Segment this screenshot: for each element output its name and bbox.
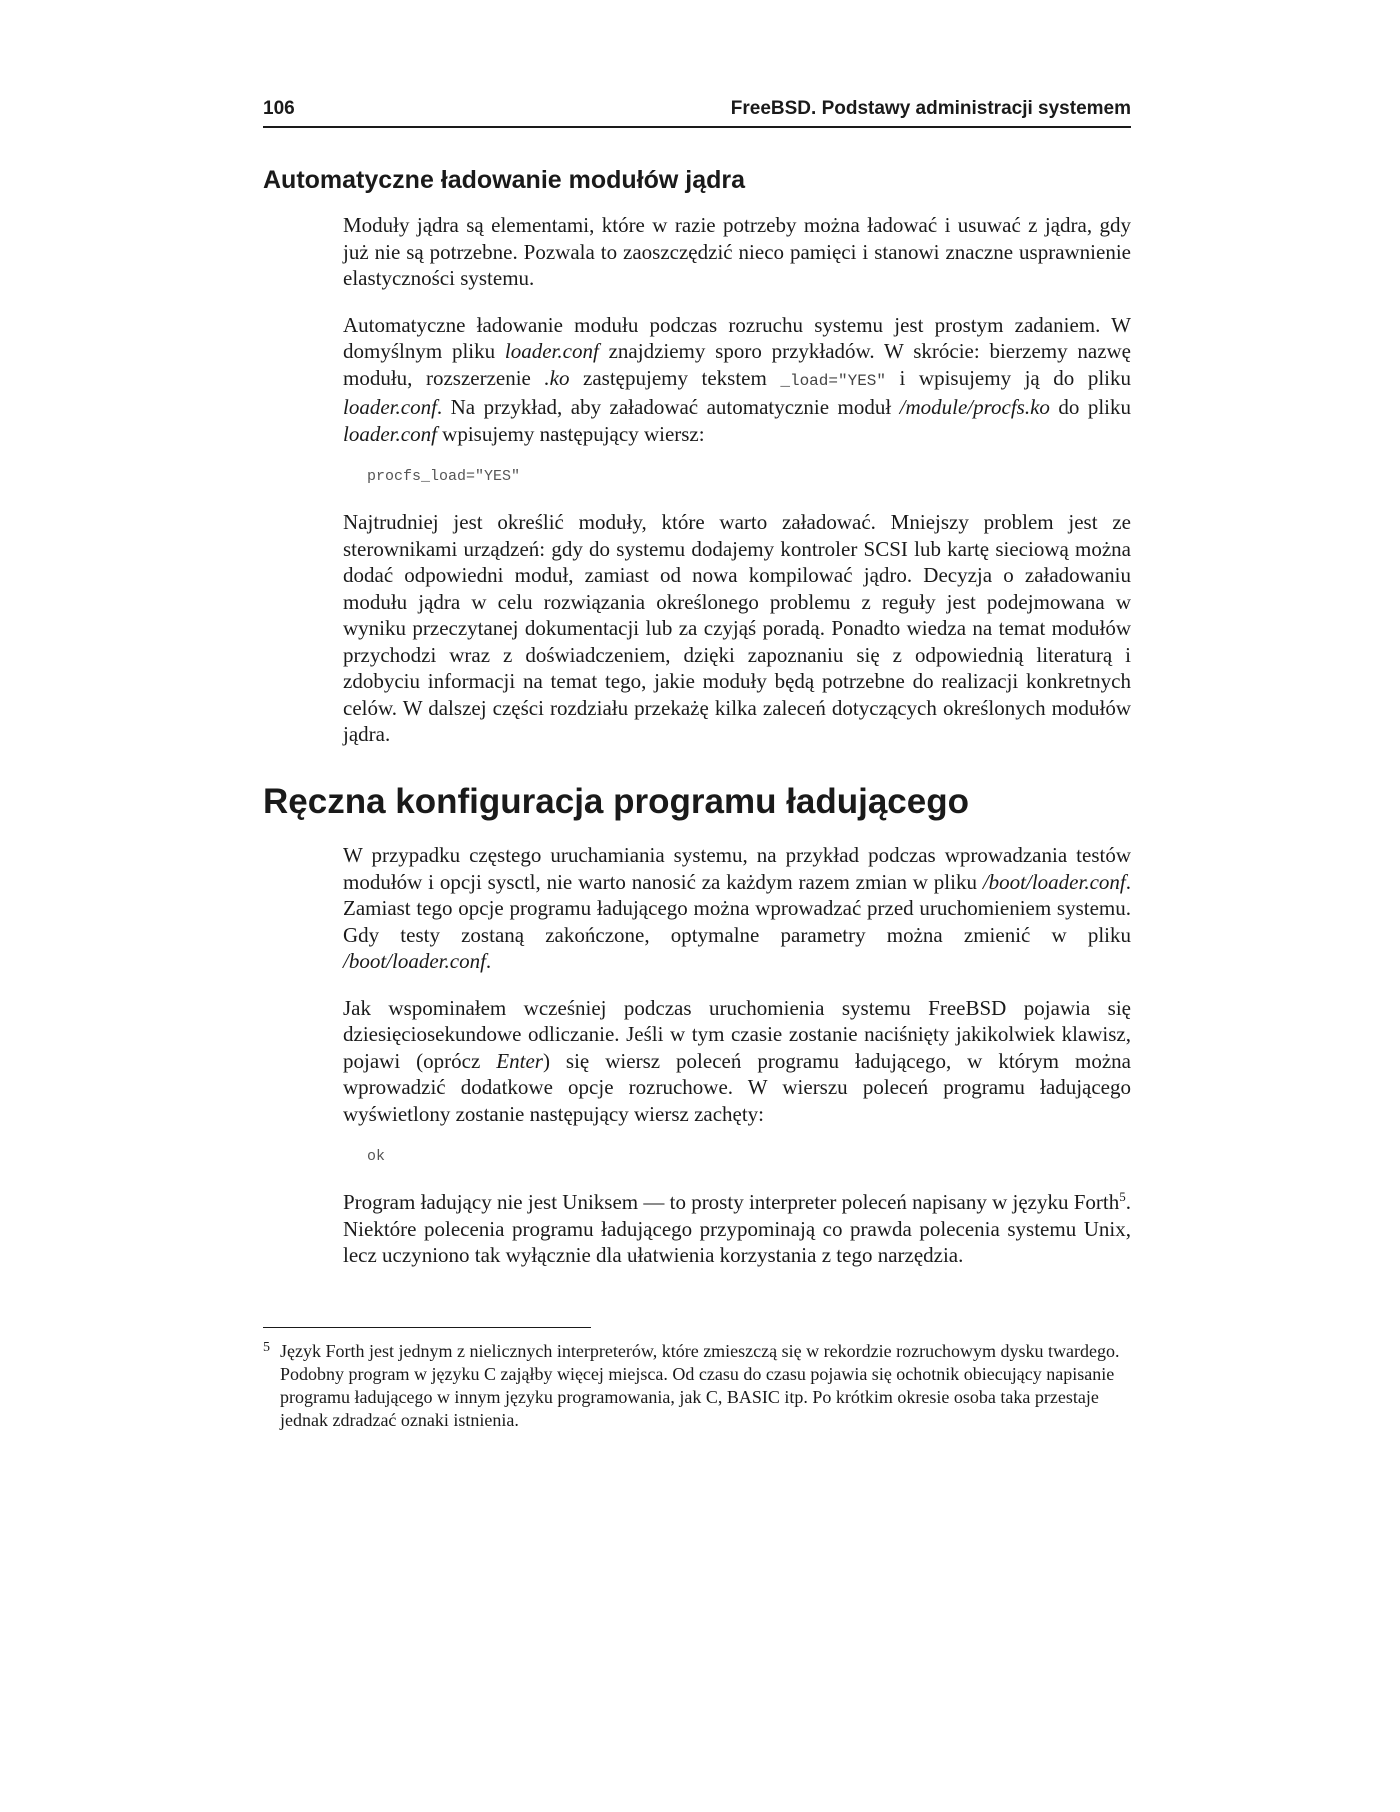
- paragraph: Program ładujący nie jest Uniksem — to prosty interpreter poleceń napisany w języku Forth$^5$. Niektóre polecenia programu ładującego przypominają co prawda polecenia systemu Unix, lecz uczyniono tak wyłącznie dla ułatwienia korzystania z tego narzędzia.: [343, 1189, 1131, 1267]
- inline-code: _load="YES": [780, 371, 886, 390]
- section-heading: Automatyczne ładowanie modułów jądra: [263, 166, 746, 194]
- paragraph: Moduły jądra są elementami, które w razie potrzeby można ładować i usuwać z jądra, gdy już nie są potrzebne. Pozwala to zaoszczędzić nieco pamięci i stanowi znaczne usprawnienie elastyczności systemu.: [343, 213, 1131, 290]
- section2-body: [343, 842, 1131, 1269]
- code-example: procfs_load="YES": [367, 468, 521, 485]
- paragraph: Jak wspominałem wcześniej podczas uruchomienia systemu FreeBSD pojawia się dziesięciosekundowe odliczanie. Jeśli w tym czasie zostanie naciśnięty jakikolwiek klawisz, pojawi (oprócz Enter) się wiersz poleceń programu ładującego, w którym można wprowadzić dodatkowe opcje rozruchowe. W wierszu poleceń programu ładującego wyświetlony zostanie następujący wiersz zachęty:: [343, 995, 1131, 1126]
- footnote-mark: 5: [263, 1340, 270, 1355]
- book-title: FreeBSD. Podstawy administracji systemem: [730, 98, 1131, 119]
- paragraph: Najtrudniej jest określić moduły, które warto załadować. Mniejszy problem jest ze sterownikami urządzeń: gdy do systemu dodajemy kontroler SCSI lub kartę sieciową można dodać odpowiedni moduł, zamiast od nowa kompilować jądro. Decyzja o załadowaniu modułu jądra w celu rozwiązania określonego problemu z reguły jest podejmowana w wyniku przeczytanej dokumentacji lub za czyjąś poradą. Ponadto wiedza na temat modułów przychodzi wraz z doświadczeniem, dzięki zapoznaniu się z odpowiednią literaturą i zdobyciu informacji na temat tego, jakie moduły będą potrzebne do realizacji konkretnych celów. W dalszej części rozdziału przekażę kilka zaleceń dotyczących określonych modułów jądra.: [343, 510, 1131, 746]
- paragraph: W przypadku częstego uruchamiania systemu, na przykład podczas wprowadzania testów modułów i opcji sysctl, nie warto nanosić za każdym razem zmian w pliku /boot/loader.conf. Zamiast tego opcje programu ładującego można wprowadzać przed uruchomieniem systemu. Gdy testy zostaną zakończone, optymalne parametry można zmienić w pliku /boot/loader.conf.: [343, 843, 1131, 973]
- running-header: [263, 96, 1131, 128]
- page-number: 106: [263, 98, 295, 119]
- prompt-example: ok: [367, 1148, 386, 1165]
- footnote-text: Język Forth jest jednym z nielicznych interpreterów, które zmieszczą się w rekordzie rozruchowym dysku twardego. Podobny program w języku C zająłby więcej miejsca. Od czasu do czasu pojawia się ochotnik obiecujący napisanie programu ładującego w innym języku programowania, jak C, BASIC itp. Po krótkim okresie osoba taka przestaje jednak zdradzać oznaki istnienia.: [280, 1341, 1120, 1430]
- footnote-divider: [263, 1327, 591, 1328]
- section1-body: [343, 212, 1131, 748]
- chapter-heading: Ręczna konfiguracja programu ładującego: [263, 782, 969, 821]
- footnote: [263, 1340, 1131, 1432]
- footnote-reference[interactable]: 5: [1119, 1189, 1126, 1204]
- paragraph: Automatyczne ładowanie modułu podczas rozruchu systemu jest prostym zadaniem. W domyślnym pliku loader.conf znajdziemy sporo przykładów. W skrócie: bierzemy nazwę modułu, rozszerzenie .ko zastępujemy tekstem _load="YES" i wpisujemy ją do pliku loader.conf. Na przykład, aby załadować automatycznie moduł /module/procfs.ko do pliku loader.conf wpisujemy następujący wiersz:: [343, 312, 1131, 446]
